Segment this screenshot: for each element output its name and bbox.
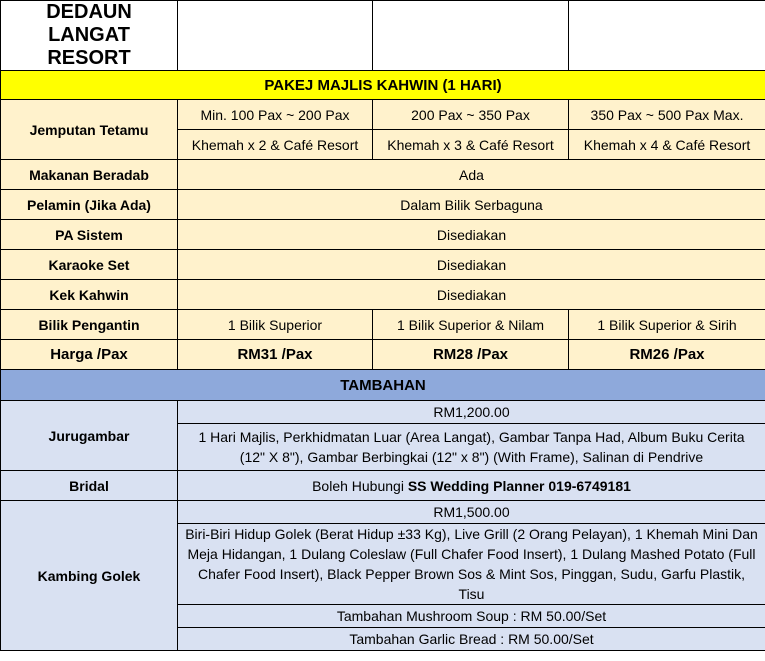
venue-tier-cell: Khemah x 3 & Café Resort	[373, 130, 569, 160]
title-blank-cell	[569, 1, 765, 71]
row-label: Kek Kahwin	[1, 280, 178, 310]
price-row	[1, 340, 765, 370]
package-row	[1, 250, 765, 280]
title-row	[1, 1, 765, 71]
bridal-contact-prefix: Boleh Hubungi	[312, 477, 408, 494]
package-row	[1, 160, 765, 190]
photographer-price: RM1,200.00	[178, 401, 765, 424]
price-cell: RM31 /Pax	[178, 340, 373, 370]
guests-label: Jemputan Tetamu	[1, 100, 178, 160]
package-row	[1, 280, 765, 310]
package-header: PAKEJ MAJLIS KAHWIN (1 HARI)	[1, 71, 765, 100]
addons-header-row	[1, 370, 765, 401]
guest-tier-cell: 350 Pax ~ 500 Pax Max.	[569, 100, 765, 130]
lamb-extra-bread: Tambahan Garlic Bread : RM 50.00/Set	[178, 628, 765, 651]
guest-tier-cell: 200 Pax ~ 350 Pax	[373, 100, 569, 130]
bridal-addon-row	[1, 471, 765, 501]
package-row	[1, 190, 765, 220]
bridal-room-cell: 1 Bilik Superior & Nilam	[373, 310, 569, 340]
package-header-row	[1, 71, 765, 100]
bridal-room-row	[1, 310, 765, 340]
lamb-price-row	[1, 501, 765, 524]
price-cell: RM28 /Pax	[373, 340, 569, 370]
title-blank-cell	[373, 1, 569, 71]
price-label: Harga /Pax	[1, 340, 178, 370]
title-blank-cell	[178, 1, 373, 71]
bridal-room-cell: 1 Bilik Superior	[178, 310, 373, 340]
lamb-extra-soup: Tambahan Mushroom Soup : RM 50.00/Set	[178, 605, 765, 628]
bridal-contact-cell	[178, 471, 765, 501]
photographer-label: Jurugambar	[1, 401, 178, 471]
guest-tier-cell: Min. 100 Pax ~ 200 Pax	[178, 100, 373, 130]
lamb-description: Biri-Biri Hidup Golek (Berat Hidup ±33 Kg), Live Grill (2 Orang Pelayan), 1 Khemah Mini Dan Meja Hidangan, 1 Dulang Coleslaw (Full Chafer Food Insert), 1 Dulang Mashed Potato (Full Chafer Food Insert), Black Pepper Brown Sos & Mint Sos, Pinggan, Sudu, Garfu Plastik, Tisu	[178, 524, 765, 605]
bridal-room-label: Bilik Pengantin	[1, 310, 178, 340]
row-value: Dalam Bilik Serbaguna	[178, 190, 765, 220]
photographer-price-row	[1, 401, 765, 424]
row-label: PA Sistem	[1, 220, 178, 250]
bridal-room-cell: 1 Bilik Superior & Sirih	[569, 310, 765, 340]
bridal-contact-name: SS Wedding Planner 019-6749181	[407, 477, 631, 494]
resort-title: DEDAUN LANGAT RESORT	[1, 1, 178, 71]
guest-tier-row	[1, 100, 765, 130]
row-label: Karaoke Set	[1, 250, 178, 280]
venue-tier-cell: Khemah x 4 & Café Resort	[569, 130, 765, 160]
venue-tier-cell: Khemah x 2 & Café Resort	[178, 130, 373, 160]
row-value: Ada	[178, 160, 765, 190]
bridal-label: Bridal	[1, 471, 178, 501]
addons-header: TAMBAHAN	[1, 370, 765, 401]
row-value: Disediakan	[178, 250, 765, 280]
row-value: Disediakan	[178, 280, 765, 310]
row-value: Disediakan	[178, 220, 765, 250]
lamb-label: Kambing Golek	[1, 501, 178, 651]
lamb-price: RM1,500.00	[178, 501, 765, 524]
price-cell: RM26 /Pax	[569, 340, 765, 370]
photographer-description: 1 Hari Majlis, Perkhidmatan Luar (Area Langat), Gambar Tanpa Had, Album Buku Cerita (12" X 8"), Gambar Berbingkai (12" x 8") (With Frame), Salinan di Pendrive	[178, 424, 765, 471]
package-row	[1, 220, 765, 250]
row-label: Pelamin (Jika Ada)	[1, 190, 178, 220]
row-label: Makanan Beradab	[1, 160, 178, 190]
